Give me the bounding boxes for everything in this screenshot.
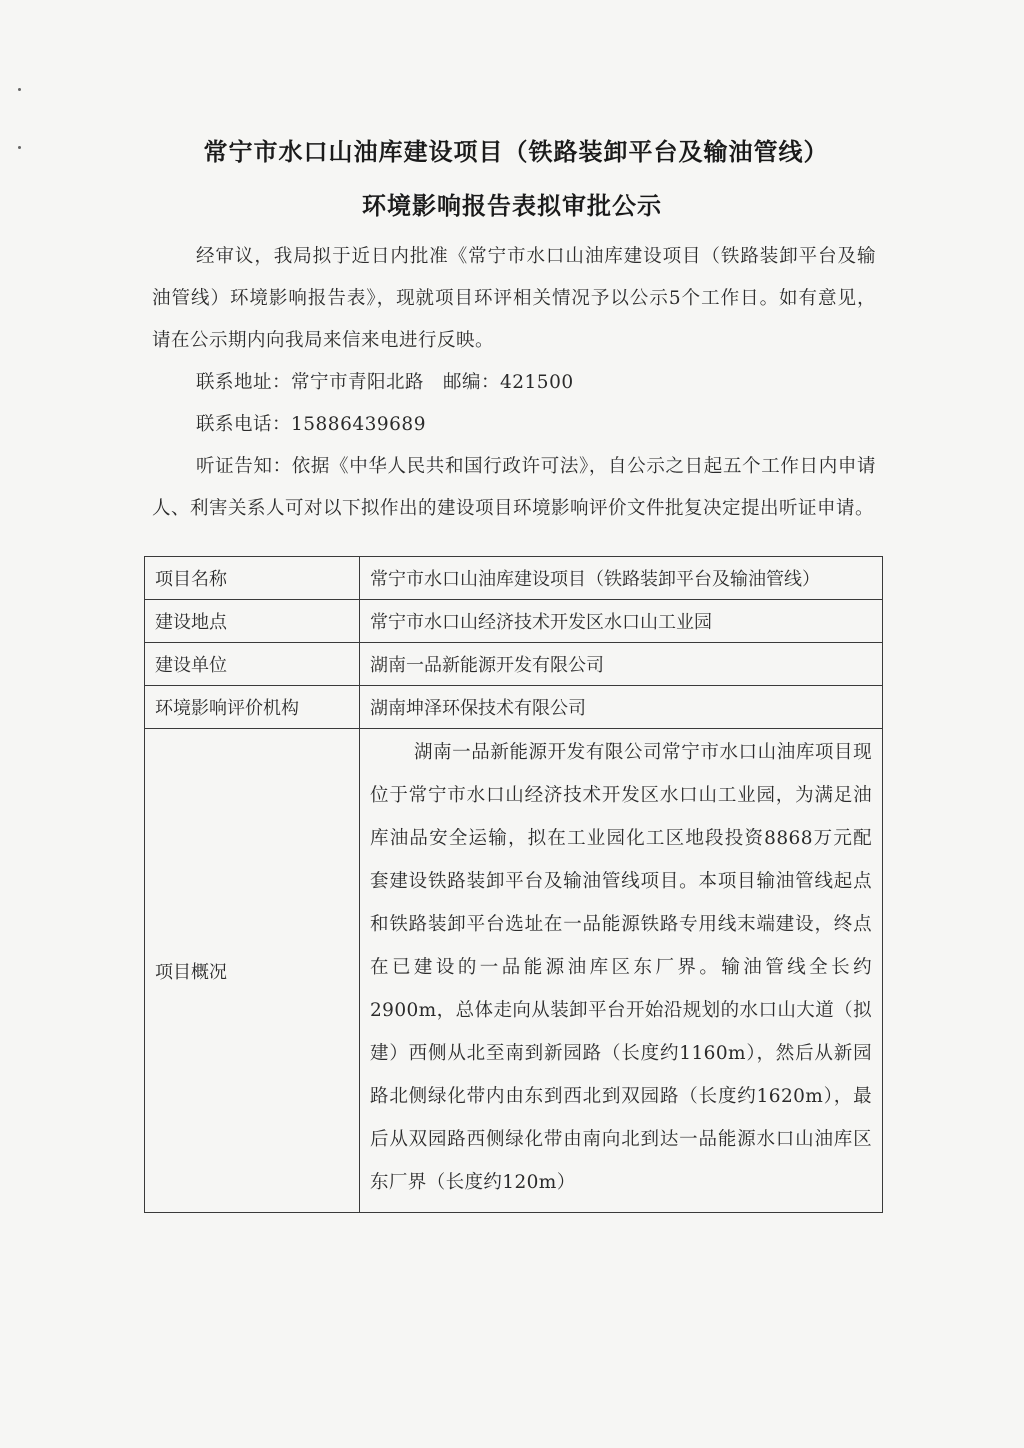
project-name-value: 常宁市水口山油库建设项目（铁路装卸平台及输油管线） (360, 557, 883, 600)
location-label: 建设地点 (145, 600, 360, 643)
builder-label: 建设单位 (145, 643, 360, 686)
contact-address: 联系地址：常宁市青阳北路 邮编：421500 (196, 372, 574, 393)
table-row (145, 643, 883, 686)
builder-value: 湖南一品新能源开发有限公司 (360, 643, 883, 686)
contact-phone: 联系电话：15886439689 (196, 414, 426, 435)
overview-text: 湖南一品新能源开发有限公司常宁市水口山油库项目现位于常宁市水口山经济技术开发区水口山工业园，为满足油库油品安全运输，拟在工业园化工区地段投资8868万元配套建设铁路装卸平台及输油管线项目。本项目输油管线起点和铁路装卸平台选址在一品能源铁路专用线末端建设，终点在已建设的一品能源油库区东厂界。输油管线全长约2900m，总体走向从装卸平台开始沿规划的水口山大道（拟建）西侧从北至南到新园路（长度约1160m），然后从新园路北侧绿化带内由东到西北到双园路（长度约1620m），最后从双园路西侧绿化带由南向北到达一品能源水口山油库区东厂界（长度约120m） (370, 742, 872, 1193)
table-row (145, 600, 883, 643)
project-name-label: 项目名称 (145, 557, 360, 600)
location-value: 常宁市水口山经济技术开发区水口山工业园 (360, 600, 883, 643)
scan-speck (18, 88, 21, 91)
table-row (145, 557, 883, 600)
eia-agency-value: 湖南坤泽环保技术有限公司 (360, 686, 883, 729)
eia-agency-label: 环境影响评价机构 (145, 686, 360, 729)
project-info-table (144, 556, 883, 1213)
table-row (145, 686, 883, 729)
intro-paragraph: 经审议，我局拟于近日内批准《常宁市水口山油库建设项目（铁路装卸平台及输油管线）环境影响报告表》，现就项目环评相关情况予以公示5个工作日。如有意见，请在公示期内向我局来信来电进行反映。 (152, 246, 876, 351)
overview-label: 项目概况 (145, 729, 360, 1213)
document-title-line1: 常宁市水口山油库建设项目（铁路装卸平台及输油管线） (203, 138, 829, 166)
hearing-notice: 听证告知：依据《中华人民共和国行政许可法》，自公示之日起五个工作日内申请人、利害关系人可对以下拟作出的建设项目环境影响评价文件批复决定提出听证申请。 (152, 456, 876, 519)
table-row (145, 729, 883, 1213)
document-title-line2: 环境影响报告表拟审批公示 (362, 192, 662, 220)
overview-cell (360, 729, 883, 1213)
